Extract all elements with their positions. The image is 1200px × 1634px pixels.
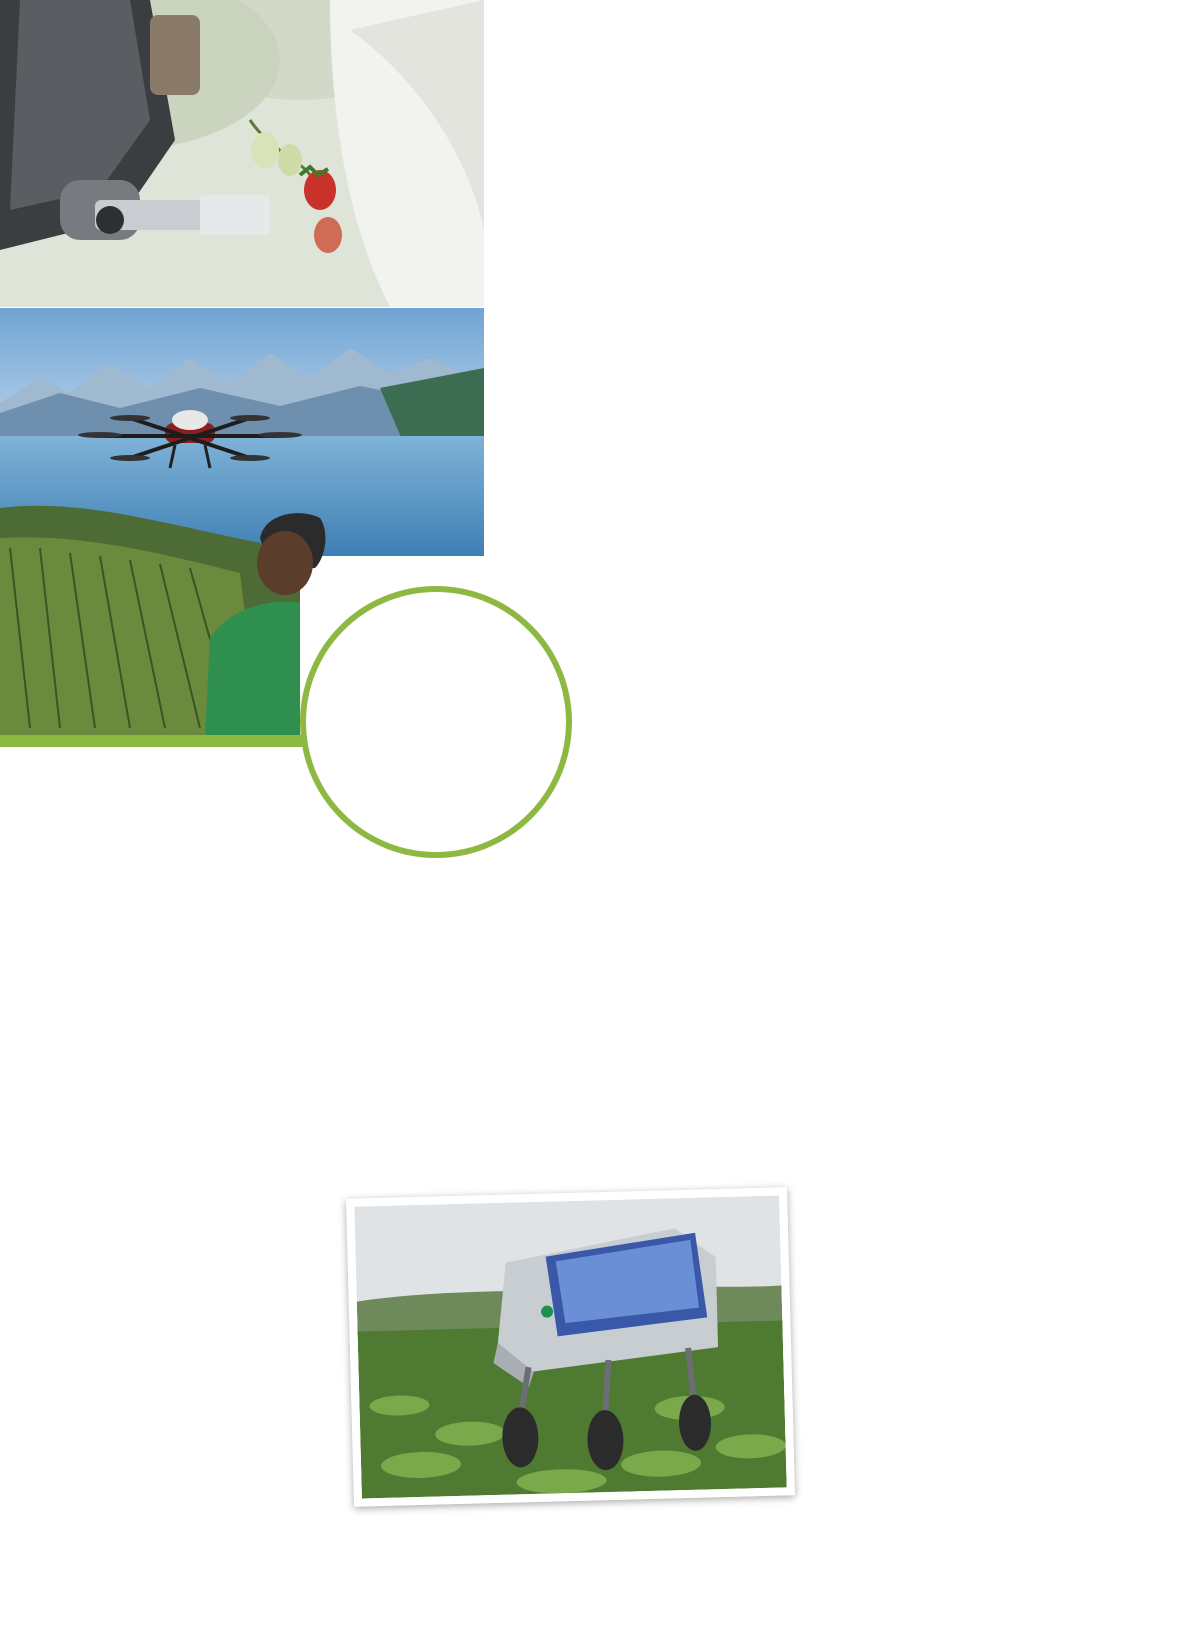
accent-bar xyxy=(0,735,320,747)
footer xyxy=(57,1574,77,1589)
field-robot-photo xyxy=(346,1187,795,1506)
robot-arm-photo xyxy=(0,0,484,307)
pull-quote-circle xyxy=(300,586,572,858)
